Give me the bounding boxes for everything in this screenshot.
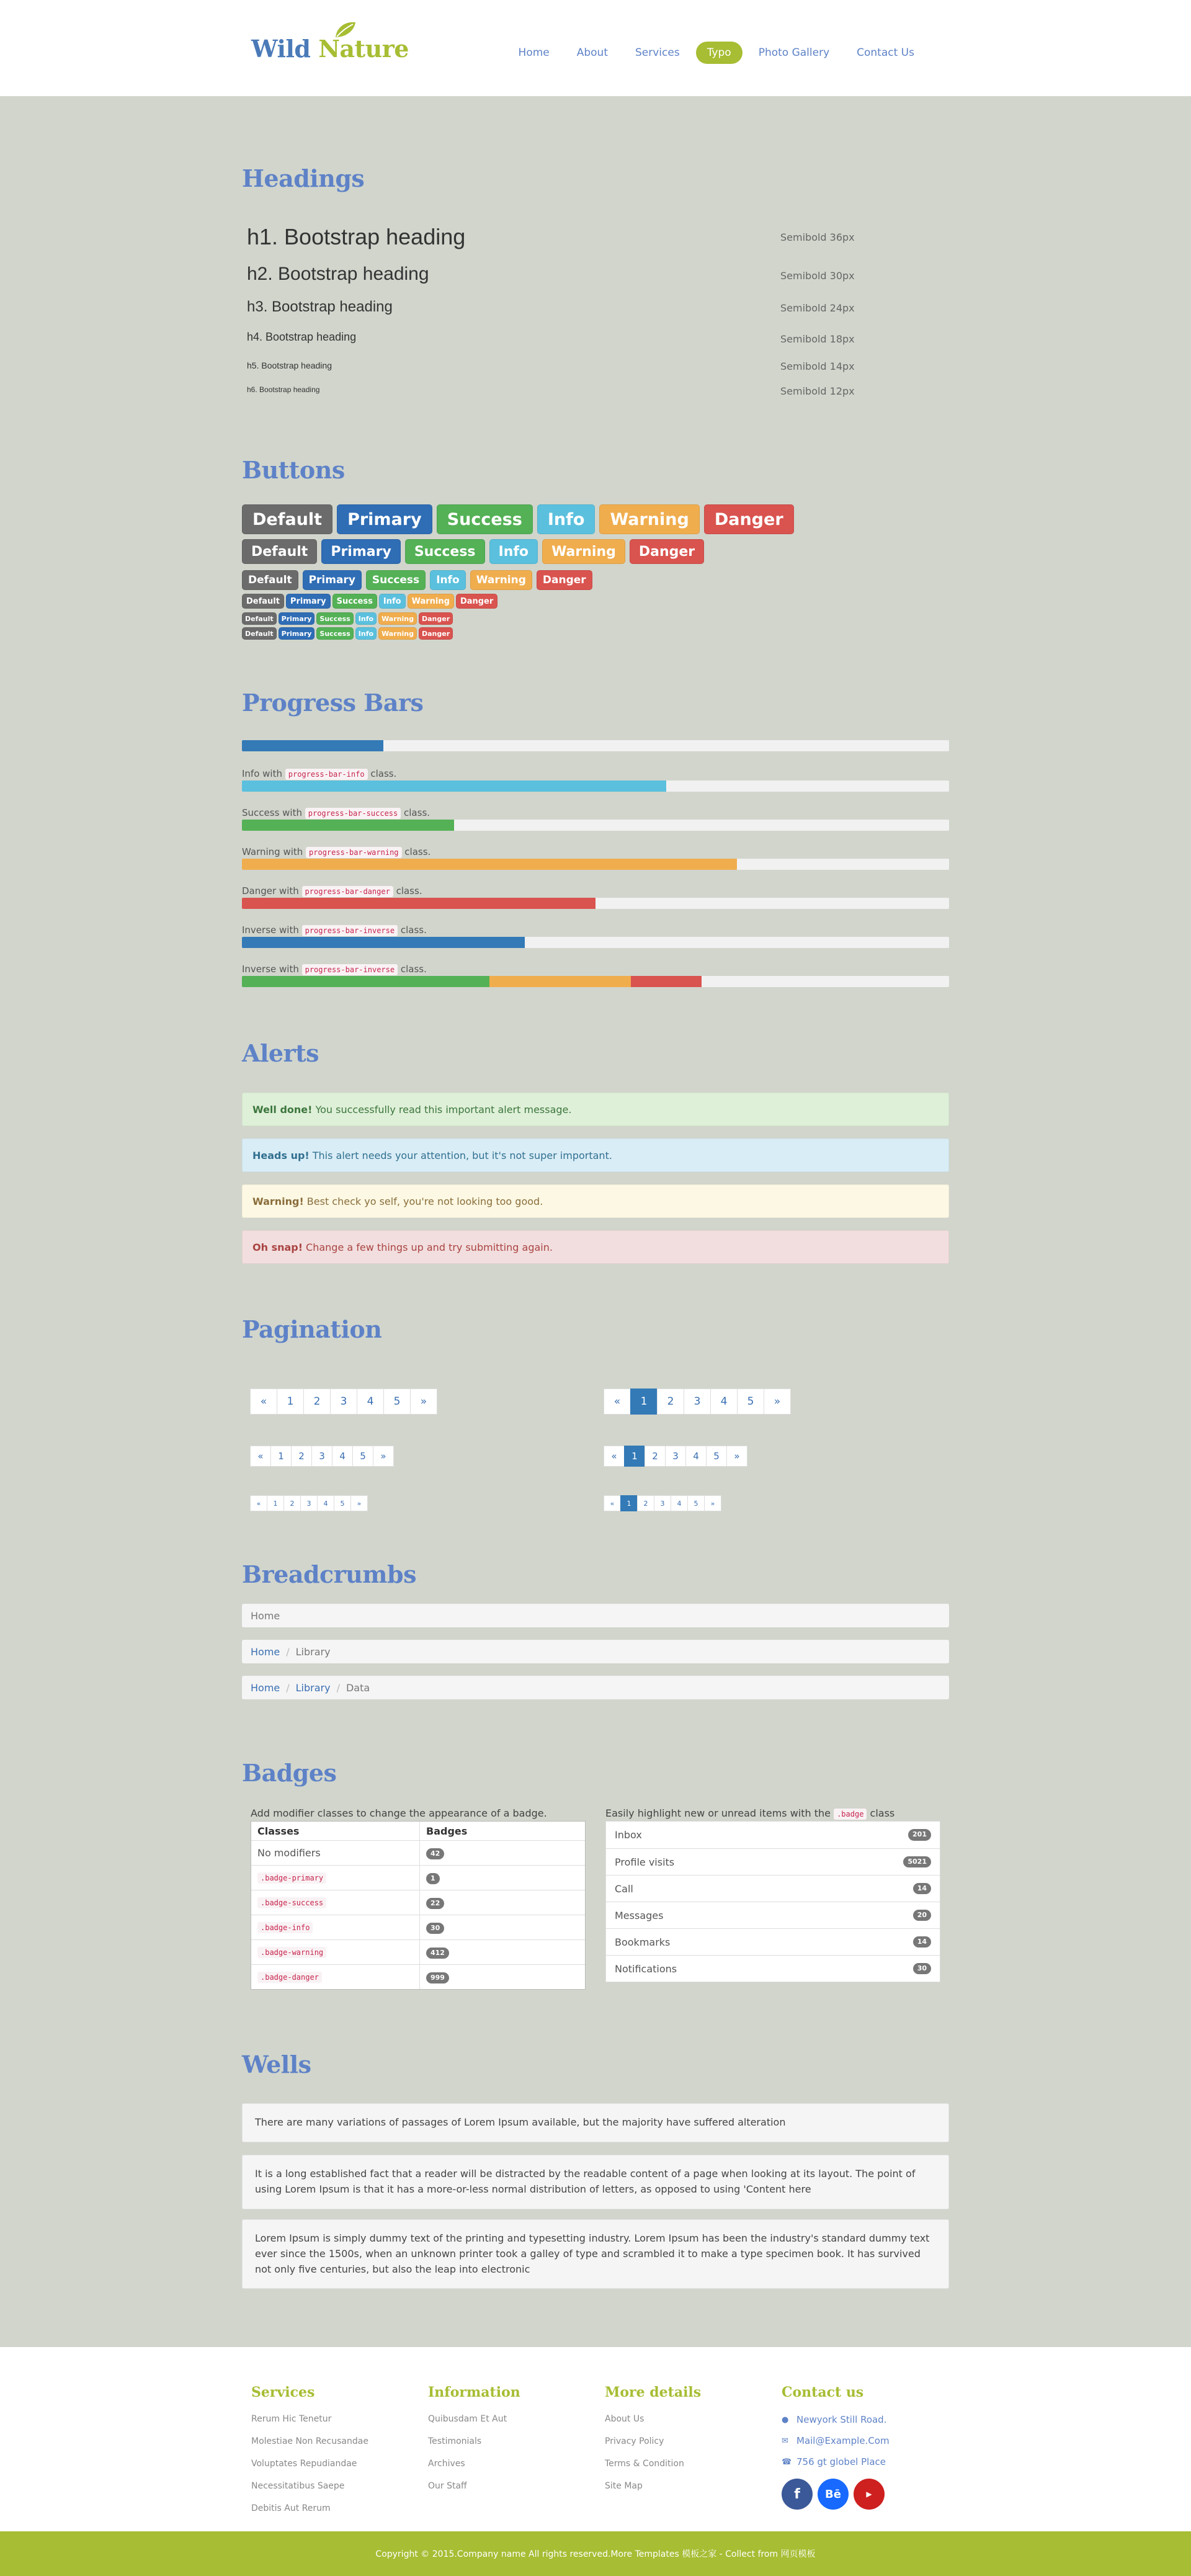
footer-link[interactable]: About Us [605, 2414, 645, 2424]
contact-phone: ☎ 756 gt globel Place [782, 2456, 886, 2467]
info-button[interactable]: Info [489, 539, 538, 564]
progress-fill [242, 937, 525, 948]
page-prev[interactable]: « [604, 1495, 621, 1511]
progress-fill [242, 740, 383, 751]
badges-table [251, 1821, 586, 1990]
alert-success: Well done! You successfully read this important alert message. [242, 1093, 949, 1126]
success-button[interactable]: Success [316, 627, 353, 640]
page-link[interactable]: 2 [291, 1446, 312, 1467]
page-link[interactable]: 1 [630, 1389, 658, 1415]
progress-fill [242, 820, 454, 831]
footer-more [605, 2384, 701, 2503]
footer-link[interactable]: Testimonials [428, 2436, 482, 2446]
page-link[interactable]: 1 [267, 1495, 284, 1511]
progress-section [242, 689, 949, 999]
footer-link[interactable]: Terms & Condition [605, 2459, 684, 2469]
default-button[interactable]: Default [242, 539, 317, 564]
button-row [242, 539, 704, 564]
list-item[interactable]: Inbox 201 [606, 1822, 940, 1848]
table-row: .badge-warning 412 [251, 1939, 585, 1964]
default-button[interactable]: Default [242, 612, 277, 625]
default-button[interactable]: Default [242, 594, 284, 609]
warning-button[interactable]: Warning [378, 612, 417, 625]
copyright-bar: Copyright © 2015.Company name All rights reserved.More Templates 模板之家 - Collect from 网页模板 [0, 2531, 1191, 2576]
pagination [604, 1389, 791, 1415]
footer-more-title: More details [605, 2384, 702, 2400]
footer-services [251, 2384, 368, 2526]
footer-information-title: Information [428, 2384, 520, 2400]
well-3: Lorem Ipsum is simply dummy text of the printing and typesetting industry. Lorem Ipsum has been the industry's standard dummy text ever since the 1500s, when an unknown printer took a galley of type and scrambled it to make a type specimen book. It has survived not only five centuries, but also the leap into electronic [242, 2219, 949, 2289]
list-item[interactable]: Profile visits 5021 [606, 1848, 940, 1875]
button-row [242, 570, 592, 590]
table-header: Classes Badges [251, 1822, 585, 1840]
success-button[interactable]: Success [316, 612, 353, 625]
facebook-icon[interactable]: f [782, 2479, 813, 2510]
danger-button[interactable]: Danger [419, 612, 453, 625]
breadcrumb-separator: / [286, 1681, 290, 1694]
progress-label: Success with progress-bar-success class. [242, 807, 430, 818]
list-item[interactable]: Notifications 30 [606, 1955, 940, 1982]
primary-button[interactable]: Primary [303, 570, 362, 590]
progress-fill [489, 976, 631, 987]
headings-section [242, 164, 949, 413]
primary-button[interactable]: Primary [337, 504, 432, 534]
badge: 20 [913, 1910, 931, 1921]
footer-contact-title: Contact us [782, 2384, 864, 2400]
footer-link[interactable]: Archives [428, 2459, 465, 2469]
footer-services-title: Services [251, 2384, 315, 2400]
page-link[interactable]: 3 [311, 1446, 332, 1467]
mail-icon: ✉ [782, 2436, 788, 2446]
page-link[interactable]: 2 [657, 1389, 684, 1415]
nav-photo-gallery[interactable]: Photo Gallery [758, 47, 830, 59]
page-next[interactable]: » [373, 1446, 394, 1467]
page-prev[interactable]: « [250, 1446, 271, 1467]
pagination-title: Pagination [242, 1315, 382, 1343]
pagination [251, 1495, 368, 1511]
badges-right-intro: Easily highlight new or unread items with the .badge class [605, 1807, 895, 1819]
breadcrumb [242, 1676, 949, 1699]
badges-list [605, 1821, 940, 1982]
pagination [604, 1446, 747, 1467]
heading-h4: h4. Bootstrap heading [247, 331, 357, 343]
page-link[interactable]: 4 [671, 1495, 688, 1511]
progress-label: Warning with progress-bar-warning class. [242, 846, 431, 857]
breadcrumb-item[interactable]: Home [251, 1681, 280, 1694]
pagination [604, 1495, 721, 1511]
danger-button[interactable]: Danger [537, 570, 592, 590]
breadcrumb-item: Library [295, 1645, 331, 1658]
button-row [242, 612, 453, 625]
footer-link[interactable]: Necessitatibus Saepe [251, 2481, 345, 2491]
breadcrumb-separator: / [336, 1681, 340, 1694]
progress-fill [242, 780, 666, 792]
page-link[interactable]: 5 [687, 1495, 705, 1511]
info-button[interactable]: Info [355, 627, 377, 640]
page-link[interactable]: 4 [317, 1495, 334, 1511]
warning-button[interactable]: Warning [542, 539, 625, 564]
danger-button[interactable]: Danger [419, 627, 453, 640]
page-next[interactable]: » [704, 1495, 721, 1511]
footer-link[interactable]: Privacy Policy [605, 2436, 664, 2446]
main-nav [502, 42, 926, 64]
heading-h5: h5. Bootstrap heading [247, 360, 332, 370]
warning-button[interactable]: Warning [470, 570, 532, 590]
progress-bar [242, 898, 949, 909]
contact-address: ● Newyork Still Road. [782, 2414, 887, 2425]
page-link[interactable]: 1 [270, 1446, 292, 1467]
badges-left-intro: Add modifier classes to change the appearance of a badge. [251, 1807, 547, 1819]
list-item[interactable]: Bookmarks 14 [606, 1928, 940, 1955]
headings-title: Headings [242, 164, 365, 192]
badge: 999 [426, 1972, 449, 1983]
page-link[interactable]: 5 [706, 1446, 727, 1467]
page-link[interactable]: 2 [303, 1389, 331, 1415]
warning-button[interactable]: Warning [378, 627, 417, 640]
info-button[interactable]: Info [430, 570, 466, 590]
page-link[interactable]: 5 [737, 1389, 764, 1415]
footer-link[interactable]: Voluptates Repudiandae [251, 2459, 357, 2469]
wells-title: Wells [242, 2051, 311, 2078]
footer-information [428, 2384, 520, 2503]
heading-h5-note: Semibold 14px [780, 360, 855, 372]
heading-h1-note: Semibold 36px [780, 231, 855, 243]
page-link[interactable]: 3 [330, 1389, 357, 1415]
footer-link[interactable]: Debitis Aut Rerum [251, 2503, 331, 2513]
map-pin-icon: ● [782, 2415, 789, 2425]
alert-info: Heads up! This alert needs your attention, but it's not super important. [242, 1138, 949, 1172]
page-link[interactable]: 3 [300, 1495, 318, 1511]
progress-fill [242, 976, 489, 987]
breadcrumb-item: Data [346, 1681, 370, 1694]
success-button[interactable]: Success [366, 570, 426, 590]
danger-button[interactable]: Danger [456, 594, 497, 609]
progress-bar [242, 780, 949, 792]
pagination-section [242, 1315, 949, 1508]
table-row: .badge-info 30 [251, 1915, 585, 1939]
breadcrumb-separator: / [286, 1645, 290, 1658]
buttons-section [242, 456, 949, 642]
badge: 42 [426, 1848, 444, 1859]
progress-fill [242, 898, 596, 909]
alerts-title: Alerts [242, 1039, 319, 1067]
default-button[interactable]: Default [242, 570, 298, 590]
page-link[interactable]: 1 [620, 1495, 638, 1511]
site-footer [0, 2347, 1191, 2531]
breadcrumb-item: Home [251, 1609, 280, 1622]
info-button[interactable]: Info [379, 594, 406, 609]
progress-fill [631, 976, 702, 987]
alerts-section [242, 1039, 949, 1300]
wells-section [242, 2051, 949, 2311]
warning-button[interactable]: Warning [408, 594, 454, 609]
button-row [242, 594, 497, 609]
breadcrumb-item[interactable]: Home [251, 1645, 280, 1658]
badge: 201 [908, 1829, 931, 1840]
alert-danger: Oh snap! Change a few things up and try submitting again. [242, 1230, 949, 1264]
table-row: No modifiers 42 [251, 1840, 585, 1865]
footer-link[interactable]: Rerum Hic Tenetur [251, 2414, 332, 2424]
page-link[interactable]: 2 [645, 1446, 666, 1467]
page-link[interactable]: 4 [685, 1446, 707, 1467]
danger-button[interactable]: Danger [630, 539, 704, 564]
page-link[interactable]: 2 [637, 1495, 654, 1511]
primary-button[interactable]: Primary [279, 612, 315, 625]
heading-h4-note: Semibold 18px [780, 333, 855, 345]
progress-label: Inverse with progress-bar-inverse class. [242, 964, 427, 975]
footer-contact [782, 2384, 890, 2510]
page-prev[interactable]: « [250, 1495, 267, 1511]
badge: 30 [913, 1963, 931, 1974]
success-button[interactable]: Success [405, 539, 485, 564]
progress-bar [242, 740, 949, 751]
nav-about[interactable]: About [576, 47, 608, 59]
page-next[interactable]: » [726, 1446, 747, 1467]
table-row: .badge-danger 999 [251, 1964, 585, 1989]
nav-services[interactable]: Services [635, 47, 680, 59]
primary-button[interactable]: Primary [286, 594, 331, 609]
breadcrumb [242, 1640, 949, 1663]
page-next[interactable]: » [764, 1389, 791, 1415]
breadcrumbs-title: Breadcrumbs [242, 1560, 416, 1588]
default-button[interactable]: Default [242, 504, 332, 534]
nav-typo[interactable]: Typo [696, 42, 743, 64]
pagination [251, 1446, 394, 1467]
info-button[interactable]: Info [537, 504, 596, 534]
heading-h2: h2. Bootstrap heading [247, 264, 429, 284]
list-item[interactable]: Call 14 [606, 1875, 940, 1902]
list-item[interactable]: Messages 20 [606, 1902, 940, 1928]
phone-icon: ☎ [782, 2457, 792, 2467]
social-links [782, 2479, 890, 2510]
page-prev[interactable]: « [604, 1389, 631, 1415]
heading-h6-note: Semibold 12px [780, 385, 855, 397]
progress-bar [242, 937, 949, 948]
page-link[interactable]: 2 [283, 1495, 301, 1511]
heading-h3-note: Semibold 24px [780, 302, 855, 314]
button-row [242, 627, 453, 640]
pagination [251, 1389, 437, 1415]
badge: 14 [913, 1883, 931, 1894]
well-1: There are many variations of passages of Lorem Ipsum available, but the majority have suffered alteration [242, 2103, 949, 2142]
alert-warning: Warning! Best check yo self, you're not looking too good. [242, 1184, 949, 1218]
table-row: .badge-success 22 [251, 1890, 585, 1915]
success-button[interactable]: Success [332, 594, 377, 609]
breadcrumbs-section [242, 1560, 949, 1694]
breadcrumb [242, 1604, 949, 1627]
button-row [242, 504, 794, 534]
default-button[interactable]: Default [242, 627, 277, 640]
page-link[interactable]: 5 [383, 1389, 411, 1415]
page-link[interactable]: 4 [710, 1389, 738, 1415]
leaf-icon [333, 20, 358, 40]
page-prev[interactable]: « [250, 1389, 277, 1415]
footer-link[interactable]: Our Staff [428, 2481, 467, 2491]
page-prev[interactable]: « [604, 1446, 625, 1467]
progress-bar [242, 859, 949, 870]
site-logo[interactable]: Wild Nature [251, 35, 409, 63]
progress-label: Inverse with progress-bar-inverse class. [242, 924, 427, 936]
buttons-title: Buttons [242, 456, 345, 484]
nav-home[interactable]: Home [518, 47, 550, 59]
badge: 5021 [903, 1856, 931, 1867]
progress-title: Progress Bars [242, 689, 424, 717]
heading-h3: h3. Bootstrap heading [247, 298, 393, 315]
page-link[interactable]: 4 [357, 1389, 384, 1415]
page-link[interactable]: 1 [277, 1389, 304, 1415]
progress-label: Danger with progress-bar-danger class. [242, 885, 422, 897]
page-link[interactable]: 3 [684, 1389, 711, 1415]
danger-button[interactable]: Danger [704, 504, 794, 534]
well-2: It is a long established fact that a reader will be distracted by the readable content of a page when looking at its layout. The point of using Lorem Ipsum is that it has a more-or-less normal distribution of letters, as opposed to using 'Content here [242, 2155, 949, 2209]
footer-link[interactable]: Site Map [605, 2481, 643, 2491]
page-link[interactable]: 5 [352, 1446, 373, 1467]
badge: 14 [913, 1936, 931, 1948]
progress-bar [242, 820, 949, 831]
badges-title: Badges [242, 1759, 337, 1787]
page-link[interactable]: 3 [665, 1446, 686, 1467]
nav-contact[interactable]: Contact Us [857, 47, 914, 59]
page-link[interactable]: 1 [624, 1446, 645, 1467]
page-link[interactable]: 4 [332, 1446, 353, 1467]
heading-h6: h6. Bootstrap heading [247, 385, 320, 394]
page-link[interactable]: 3 [654, 1495, 671, 1511]
success-button[interactable]: Success [437, 504, 533, 534]
table-row: .badge-primary 1 [251, 1865, 585, 1890]
primary-button[interactable]: Primary [279, 627, 315, 640]
footer-link[interactable]: Molestiae Non Recusandae [251, 2436, 368, 2446]
progress-label: Info with progress-bar-info class. [242, 768, 397, 779]
page-next[interactable]: » [410, 1389, 437, 1415]
badge: 22 [426, 1898, 444, 1909]
page-link[interactable]: 5 [334, 1495, 351, 1511]
behance-icon[interactable]: Bē [818, 2479, 849, 2510]
progress-fill [242, 859, 737, 870]
badge: 1 [426, 1873, 440, 1884]
site-header [0, 0, 1191, 96]
heading-h1: h1. Bootstrap heading [247, 224, 466, 249]
footer-link[interactable]: Quibusdam Et Aut [428, 2414, 507, 2424]
warning-button[interactable]: Warning [599, 504, 699, 534]
progress-bar [242, 976, 949, 987]
primary-button[interactable]: Primary [321, 539, 400, 564]
main-content [0, 96, 1191, 2347]
breadcrumb-item[interactable]: Library [295, 1681, 331, 1694]
youtube-icon[interactable]: ▶ [854, 2479, 885, 2510]
contact-email[interactable]: ✉ Mail@Example.Com [782, 2435, 890, 2446]
badge: 412 [426, 1948, 449, 1959]
heading-h2-note: Semibold 30px [780, 270, 855, 282]
page-next[interactable]: » [350, 1495, 368, 1511]
badge: 30 [426, 1923, 444, 1934]
info-button[interactable]: Info [355, 612, 377, 625]
